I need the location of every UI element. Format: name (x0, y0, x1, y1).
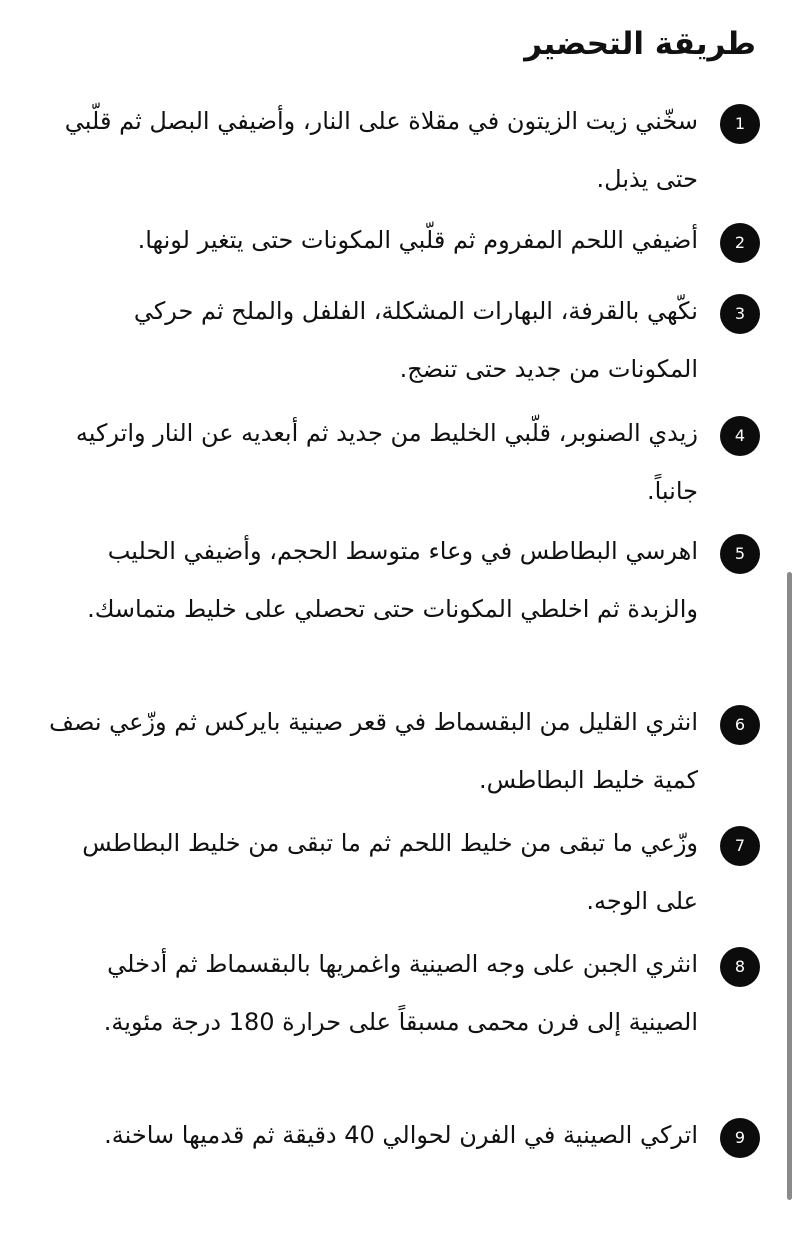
step-number-badge: 4 (720, 416, 760, 456)
step-text: انثري القليل من البقسماط في قعر صينية بايركس ثم وزّعي نصف كمية خليط البطاطس. (49, 708, 698, 794)
vertical-scrollbar[interactable] (787, 572, 792, 1200)
step-number-badge: 8 (720, 947, 760, 987)
step-item (0, 282, 796, 412)
step-text: زيدي الصنوبر، قلّبي الخليط من جديد ثم أبعديه عن النار واتركيه جانباً. (75, 419, 698, 505)
step-text: اهرسي البطاطس في وعاء متوسط الحجم، وأضيفي الحليب والزبدة ثم اخلطي المكونات حتى تحصلي على خليط متماسك. (87, 537, 698, 623)
step-text: انثري الجبن على وجه الصينية واغمريها بالبقسماط ثم أدخلي الصينية إلى فرن محمى مسبقاً على حرارة 180 درجة مئوية. (103, 950, 698, 1036)
step-item (0, 1106, 796, 1236)
step-text: نكّهي بالقرفة، البهارات المشكلة، الفلفل والملح ثم حركي المكونات من جديد حتى تنضج. (133, 297, 698, 383)
section-title: طريقة التحضير (524, 26, 756, 62)
step-text: اتركي الصينية في الفرن لحوالي 40 دقيقة ثم قدميها ساخنة. (104, 1121, 698, 1149)
step-text: وزّعي ما تبقى من خليط اللحم ثم ما تبقى من خليط البطاطس على الوجه. (82, 829, 698, 915)
step-number-badge: 2 (720, 223, 760, 263)
step-number-badge: 7 (720, 826, 760, 866)
step-number-badge: 3 (720, 294, 760, 334)
step-item (0, 92, 796, 222)
step-number-badge: 5 (720, 534, 760, 574)
step-item (0, 404, 796, 534)
step-item (0, 935, 796, 1065)
step-item (0, 693, 796, 823)
step-number-badge: 9 (720, 1118, 760, 1158)
step-text: أضيفي اللحم المفروم ثم قلّبي المكونات حتى يتغير لونها. (137, 226, 698, 254)
step-text: سخّني زيت الزيتون في مقلاة على النار، وأضيفي البصل ثم قلّبي حتى يذبل. (64, 107, 698, 193)
step-number-badge: 1 (720, 104, 760, 144)
step-item (0, 522, 796, 652)
step-number-badge: 6 (720, 705, 760, 745)
step-item (0, 814, 796, 944)
